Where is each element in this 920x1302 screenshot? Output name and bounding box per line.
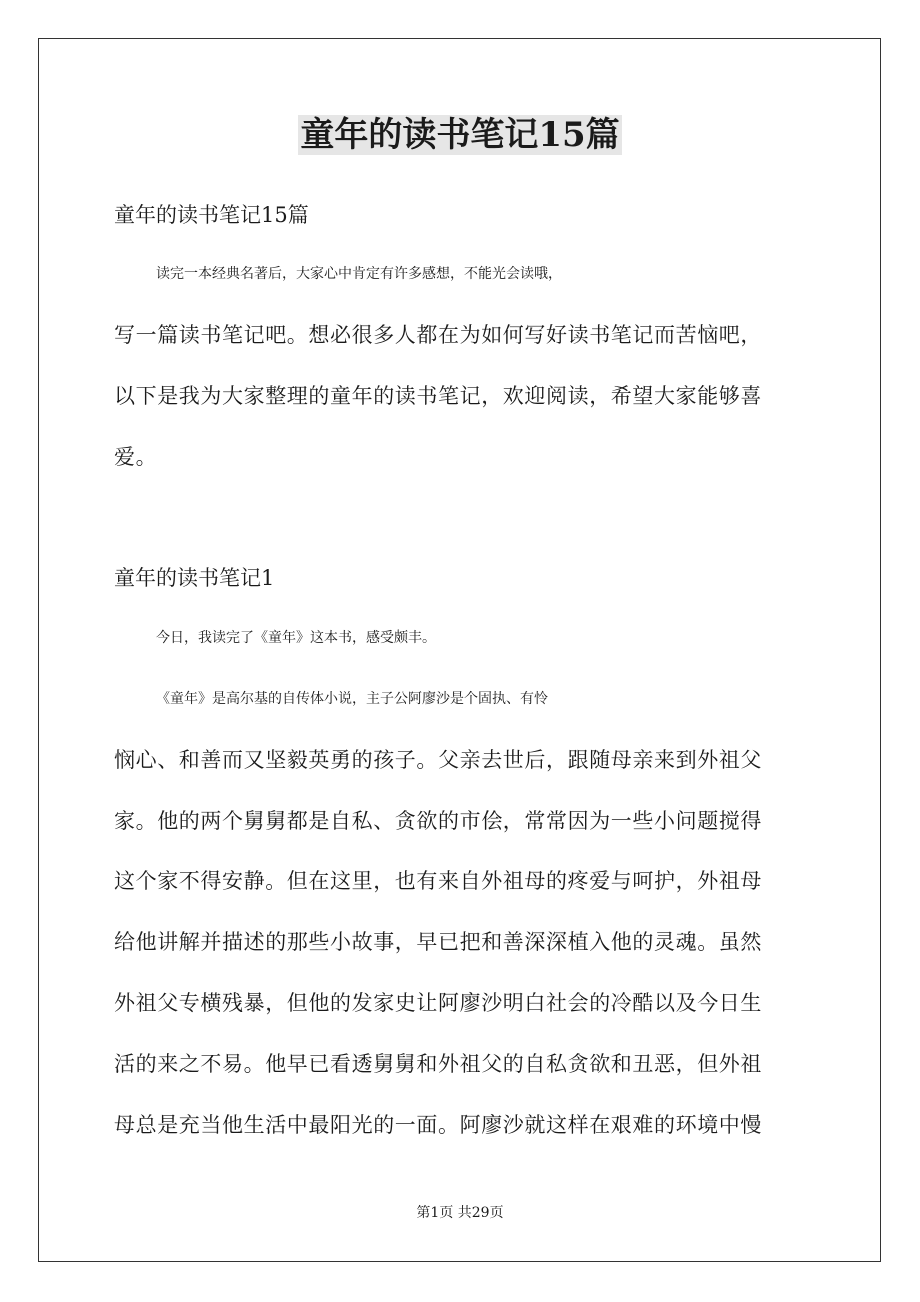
body-line-3: 家。他的两个舅舅都是自私、贪欲的市侩，常常因为一些小问题搅得 [114, 809, 762, 833]
body-line-4: 这个家不得安静。但在这里，也有来自外祖母的疼爱与呵护，外祖母 [114, 869, 762, 893]
intro-line-2: 写一篇读书笔记吧。想必很多人都在为如何写好读书笔记而苦恼吧， [114, 323, 762, 347]
section-heading: 童年的读书笔记1 [114, 566, 275, 590]
document-title: 童年的读书笔记15篇 [300, 115, 620, 155]
page-number: 第1页 共29页 [416, 1205, 504, 1221]
body-line-5: 给他讲解并描述的那些小故事，早已把和善深深植入他的灵魂。虽然 [114, 930, 762, 954]
intro-line-1: 读完一本经典名著后，大家心中肯定有许多感想，不能光会读哦， [156, 266, 562, 282]
body-line-1: 《童年》是高尔基的自传体小说，主子公阿廖沙是个固执、有怜 [156, 691, 548, 707]
body-line-2: 悯心、和善而又坚毅英勇的孩子。父亲去世后，跟随母亲来到外祖父 [114, 748, 762, 772]
section-paragraph-1: 今日，我读完了《童年》这本书，感受颇丰。 [156, 630, 436, 646]
document-subtitle: 童年的读书笔记15篇 [114, 203, 309, 227]
intro-line-3: 以下是我为大家整理的童年的读书笔记，欢迎阅读，希望大家能够喜 [114, 384, 762, 408]
body-line-8: 母总是充当他生活中最阳光的一面。阿廖沙就这样在艰难的环境中慢 [114, 1113, 762, 1137]
intro-line-4: 爱。 [114, 445, 158, 469]
body-line-6: 外祖父专横残暴，但他的发家史让阿廖沙明白社会的冷酷以及今日生 [114, 991, 762, 1015]
body-line-7: 活的来之不易。他早已看透舅舅和外祖父的自私贪欲和丑恶，但外祖 [114, 1052, 762, 1076]
